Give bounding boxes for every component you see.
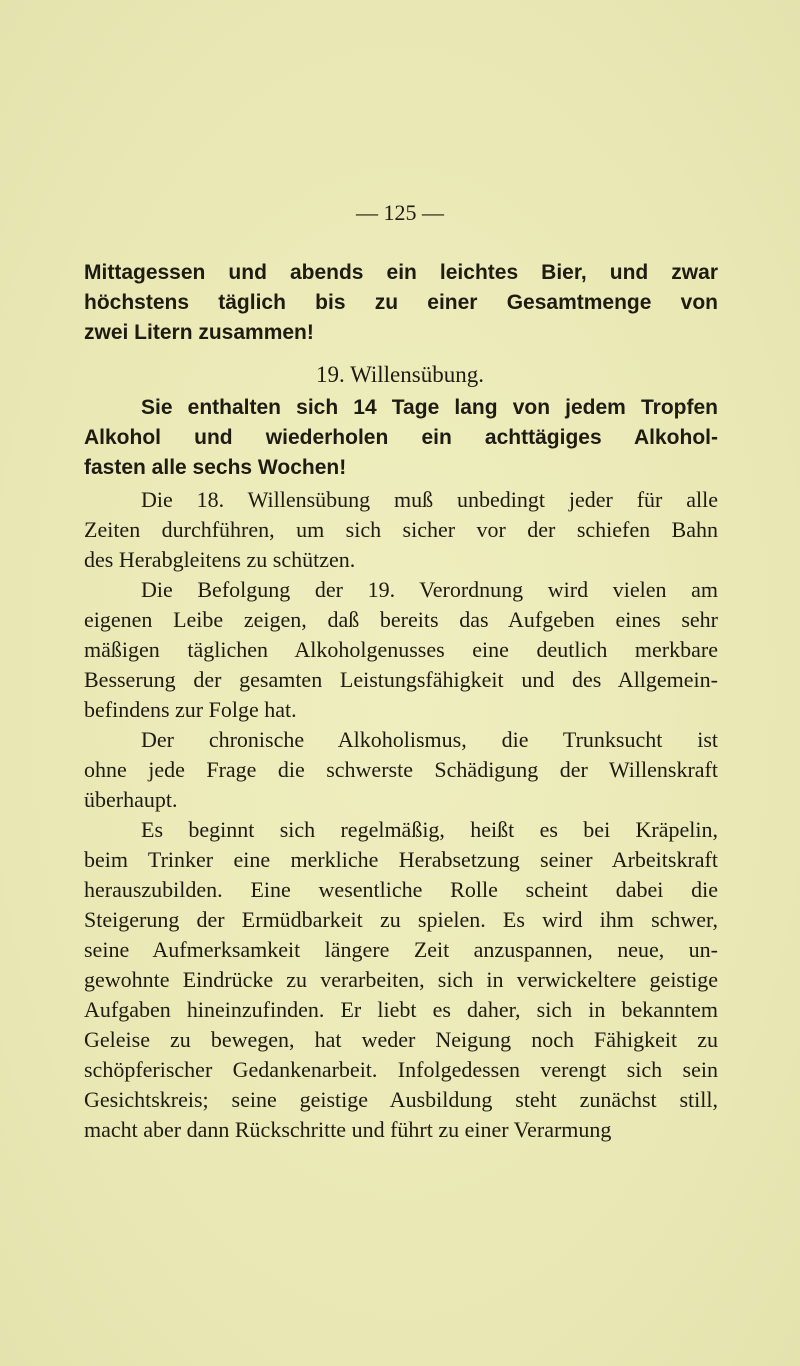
paragraph-line: seine Aufmerksamkeit längere Zeit anzuspannen, neue, un- — [84, 937, 718, 962]
paragraph-line: Geleise zu bewegen, hat weder Neigung noch Fähigkeit zu — [84, 1027, 718, 1052]
paragraph-line: Der chronische Alkoholismus, die Trunksucht ist — [141, 727, 718, 752]
paragraph-line: des Herabgleitens zu schützen. — [84, 547, 356, 572]
paragraph-line: macht aber dann Rückschritte und führt zu einer Verarmung — [84, 1117, 612, 1142]
paragraph-line: Gesichtskreis; seine geistige Ausbildung steht zunächst still, — [84, 1087, 718, 1112]
paragraph-line: schöpferischer Gedankenarbeit. Infolgedessen verengt sich sein — [84, 1057, 718, 1082]
paragraph-line: herauszubilden. Eine wesentliche Rolle scheint dabei die — [84, 877, 718, 902]
paragraph-line: Steigerung der Ermüdbarkeit zu spielen. Es wird ihm schwer, — [84, 907, 718, 932]
paragraph-line: Besserung der gesamten Leistungsfähigkeit und des Allgemein- — [84, 667, 718, 692]
paragraph-line: überhaupt. — [84, 787, 178, 812]
section-heading: 19. Willensübung. — [316, 362, 484, 387]
paragraph-line: Es beginnt sich regelmäßig, heißt es bei Kräpelin, — [141, 817, 718, 842]
bold-text-line: höchstens täglich bis zu einer Gesamtmenge von — [84, 291, 718, 314]
bold-text-line: Mittagessen und abends ein leichtes Bier, und zwar — [84, 261, 718, 284]
paragraph-line: mäßigen täglichen Alkoholgenusses eine deutlich merkbare — [84, 637, 718, 662]
paragraph-line: ohne jede Frage die schwerste Schädigung der Willenskraft — [84, 757, 718, 782]
paragraph-line: Die 18. Willensübung muß unbedingt jeder für alle — [141, 487, 718, 512]
paragraph-line: befindens zur Folge hat. — [84, 697, 297, 722]
paragraph-line: Zeiten durchführen, um sich sicher vor der schiefen Bahn — [84, 517, 718, 542]
paragraph-line: Die Befolgung der 19. Verordnung wird vielen am — [141, 577, 718, 602]
paragraph-line: Aufgaben hineinzufinden. Er liebt es daher, sich in bekanntem — [84, 997, 718, 1022]
paragraph-line: gewohnte Eindrücke zu verarbeiten, sich in verwickeltere geistige — [84, 967, 718, 992]
bold-text-line: Alkohol und wiederholen ein achttägiges Alkohol- — [84, 426, 718, 449]
bold-text-line: Sie enthalten sich 14 Tage lang von jedem Tropfen — [141, 396, 718, 419]
paragraph-line: eigenen Leibe zeigen, daß bereits das Aufgeben eines sehr — [84, 607, 718, 632]
bold-text-line: fasten alle sechs Wochen! — [84, 456, 347, 479]
paragraph-line: beim Trinker eine merkliche Herabsetzung seiner Arbeitskraft — [84, 847, 718, 872]
page-number: — 125 — — [356, 200, 444, 225]
bold-text-line: zwei Litern zusammen! — [84, 321, 314, 344]
